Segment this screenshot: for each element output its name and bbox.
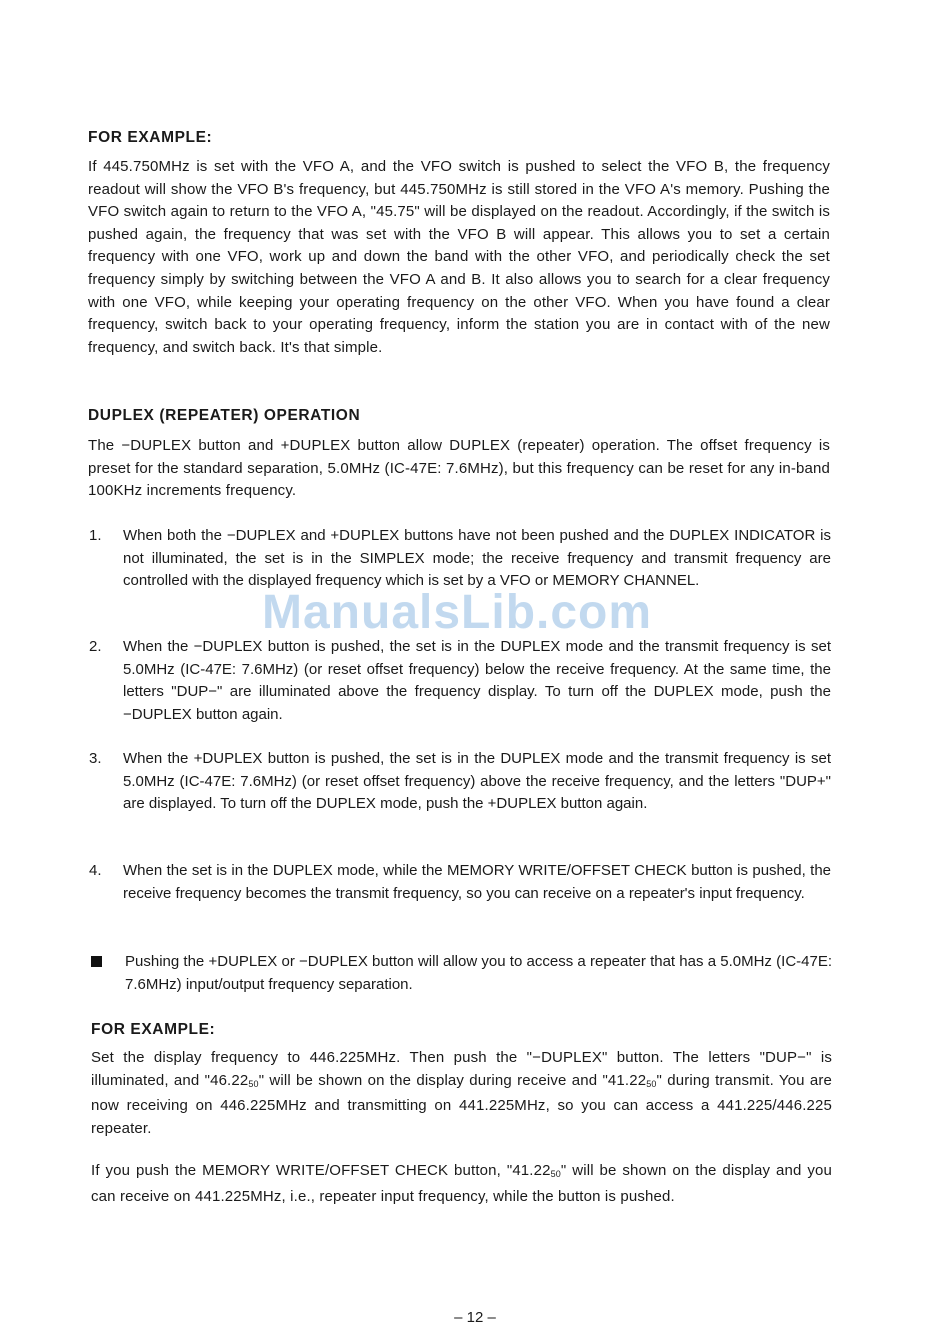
watermark: ManualsLib.com — [262, 586, 653, 639]
section-heading-example: FOR EXAMPLE: — [88, 129, 213, 146]
note-text: Pushing the +DUPLEX or −DUPLEX button will allow you to access a repeater that has a 5.0MHz (IC-47E: 7.6MHz) input/output frequency separation. — [125, 953, 832, 993]
subscript: 50 — [248, 1078, 259, 1089]
list-text: When both the −DUPLEX and +DUPLEX buttons have not been pushed and the DUPLEX INDICATOR is not illuminated, the set is in the SIMPLEX mode; the receive frequency and transmit frequency are controlled with the displayed frequency which is set by a VFO or MEMORY CHANNEL. — [123, 527, 831, 589]
vfo-example-paragraph: If 445.750MHz is set with the VFO A, and the VFO switch is pushed to select the VFO B, the frequency readout will show the VFO B's frequency, but 445.750MHz is still stored in the VFO A's memory. Pushing the VFO switch again to return to the VFO A, "45.75" will be displayed on the readout. Accordingly, if the switch is pushed again, the frequency that was set with the VFO B will appear. This allows you to set a certain frequency with one VFO, work up and down the band with the other VFO, and periodically check the set frequency simply by switching between the VFO A and B. It also allows you to search for a clear frequency with one VFO, while keeping your operating frequency on the other VFO. When you have found a clear frequency, switch back to your operating frequency, inform the station you are in contact with of the new frequency, and switch back. It's that simple. — [88, 158, 830, 356]
text-run: " will be shown on the display during receive and "41.22 — [258, 1071, 647, 1089]
list-number: 1. — [89, 527, 102, 544]
text-run: " will be shown on the display and you can receive on 441.225MHz, i.e., repeater input frequency, while the button is pushed. — [91, 1162, 832, 1205]
text-run: " during transmit. You are now receiving on 446.225MHz and transmitting on 441.225MHz, so you can access a 441.225/446.225 repeater. — [91, 1071, 833, 1137]
list-item — [89, 525, 831, 615]
subscript: 50 — [550, 1169, 561, 1179]
offset-check-paragraph — [91, 1160, 832, 1208]
page-number: – 12 – — [454, 1309, 496, 1326]
square-bullet-icon — [91, 956, 102, 967]
list-item — [89, 748, 831, 838]
section-heading-example-2: FOR EXAMPLE: — [91, 1021, 216, 1038]
list-item — [89, 860, 831, 930]
duplex-intro-paragraph: The −DUPLEX button and +DUPLEX button allow DUPLEX (repeater) operation. The offset frequency is preset for the standard separation, 5.0MHz (IC-47E: 7.6MHz), but this frequency can be reset for any in-band 100KHz increments frequency. — [88, 437, 830, 500]
text-run: If you push the MEMORY WRITE/OFFSET CHECK button, "41.22 — [91, 1162, 551, 1179]
text-run: Set the display frequency to 446.225MHz. Then push the "−DUPLEX" button. The letters "DUP−" is illuminated, and "46.22 — [91, 1049, 832, 1089]
list-item — [89, 636, 831, 726]
subscript: 50 — [646, 1078, 657, 1089]
list-number: 4. — [89, 862, 102, 879]
duplex-example-paragraph — [91, 1047, 832, 1140]
section-heading-duplex: DUPLEX (REPEATER) OPERATION — [88, 407, 361, 424]
note-item — [91, 951, 832, 997]
list-text: When the set is in the DUPLEX mode, while the MEMORY WRITE/OFFSET CHECK button is pushed, the receive frequency becomes the transmit frequency, so you can receive on a repeater's input frequency. — [123, 862, 831, 902]
list-number: 3. — [89, 750, 102, 767]
list-text: When the −DUPLEX button is pushed, the set is in the DUPLEX mode and the transmit frequency is set 5.0MHz (IC-47E: 7.6MHz) (or reset offset frequency) below the receive frequency. At the same time, the letters "DUP−" are illuminated above the frequency display. To turn off the DUPLEX mode, push the −DUPLEX button again. — [123, 638, 831, 723]
list-number: 2. — [89, 638, 102, 655]
list-text: When the +DUPLEX button is pushed, the set is in the DUPLEX mode and the transmit frequency is set 5.0MHz (IC-47E: 7.6MHz) (or reset offset frequency) above the receive frequency, and the letters "DUP+" are displayed. To turn off the DUPLEX mode, push the +DUPLEX button again. — [123, 750, 831, 812]
